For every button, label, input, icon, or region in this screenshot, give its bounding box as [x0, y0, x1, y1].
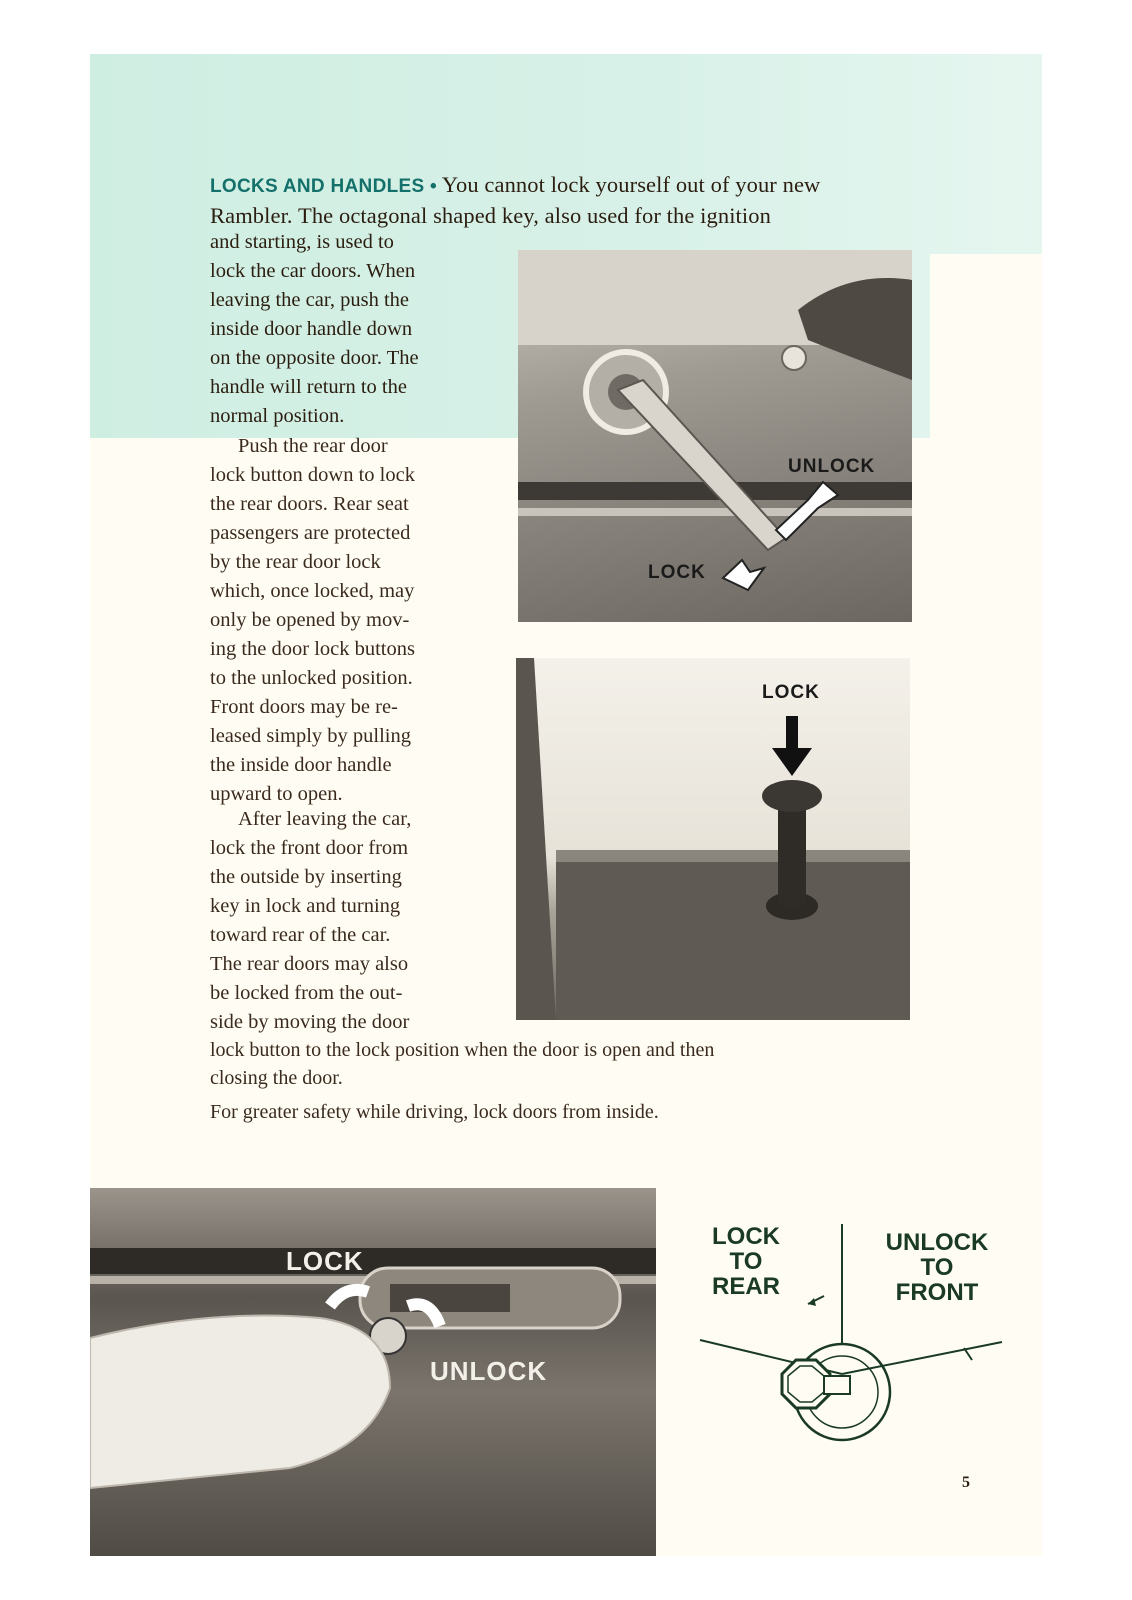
paragraph-outside-lock [210, 805, 478, 1037]
intro-paragraph [210, 170, 1040, 230]
key-direction-diagram [696, 1224, 1026, 1464]
tint-notch [930, 254, 1042, 438]
text-line: passengers are protected [210, 522, 411, 544]
text-line: side by moving the door [210, 1011, 410, 1033]
text-line: handle will return to the [210, 376, 407, 398]
text-line: on the opposite door. The [210, 347, 419, 369]
text-line: by the rear door lock [210, 551, 381, 573]
outside-key-photo [90, 1188, 656, 1556]
text-line: to the unlocked position. [210, 667, 413, 689]
text-line: normal position. [210, 405, 345, 427]
text-line: which, once locked, may [210, 580, 415, 602]
text-line: lock the front door from [210, 837, 409, 859]
text-line: Push the rear door [238, 435, 388, 457]
lock-button-illustration [516, 658, 910, 1020]
text-line: lock the car doors. When [210, 260, 416, 282]
text-line: the outside by inserting [210, 866, 402, 888]
paragraph-handles [210, 228, 478, 431]
text-line: the inside door handle [210, 754, 392, 776]
intro-line-2: Rambler. The octagonal shaped key, also used for the ignition [210, 203, 771, 228]
page-number: 5 [962, 1474, 970, 1491]
text-line: be locked from the out- [210, 982, 403, 1004]
text-line: ing the door lock buttons [210, 638, 415, 660]
text-line: inside door handle down [210, 318, 413, 340]
section-heading: LOCKS AND HANDLES • [210, 176, 437, 197]
intro-line-1: You cannot lock yourself out of your new [441, 172, 821, 197]
unlock-to-front-label: UNLOCK TO FRONT [885, 1229, 989, 1306]
text-line: key in lock and turning [210, 895, 401, 917]
text-line: and starting, is used to [210, 231, 394, 253]
paragraph-rear-door [210, 432, 478, 809]
text-line: After leaving the car, [238, 808, 412, 830]
text-line: The rear doors may also [210, 953, 409, 975]
lock-label: LOCK [648, 562, 706, 583]
text-line: lock button to the lock position when the door is open and then [210, 1039, 715, 1061]
key-lock-illustration [90, 1188, 656, 1556]
text-line: closing the door. [210, 1067, 343, 1089]
unlock-label: UNLOCK [430, 1356, 548, 1386]
text-line: Front doors may be re- [210, 696, 398, 718]
lock-button-photo [516, 658, 910, 1020]
text-line: toward rear of the car. [210, 924, 391, 946]
text-line: upward to open. [210, 783, 343, 805]
text-line: lock button down to lock [210, 464, 415, 486]
text-line: leaving the car, push the [210, 289, 409, 311]
lock-label: LOCK [286, 1246, 364, 1276]
lock-label: LOCK [762, 682, 820, 703]
text-line: leased simply by pulling [210, 725, 411, 747]
unlock-label: UNLOCK [788, 456, 876, 477]
safety-note: For greater safety while driving, lock doors from inside. [210, 1101, 659, 1123]
text-line: only be opened by mov- [210, 609, 410, 631]
manual-page [90, 54, 1042, 1556]
door-handle-illustration [518, 250, 912, 622]
door-handle-photo [518, 250, 912, 622]
text-line: the rear doors. Rear seat [210, 493, 409, 515]
lock-to-rear-label: LOCK TO REAR [711, 1223, 780, 1300]
